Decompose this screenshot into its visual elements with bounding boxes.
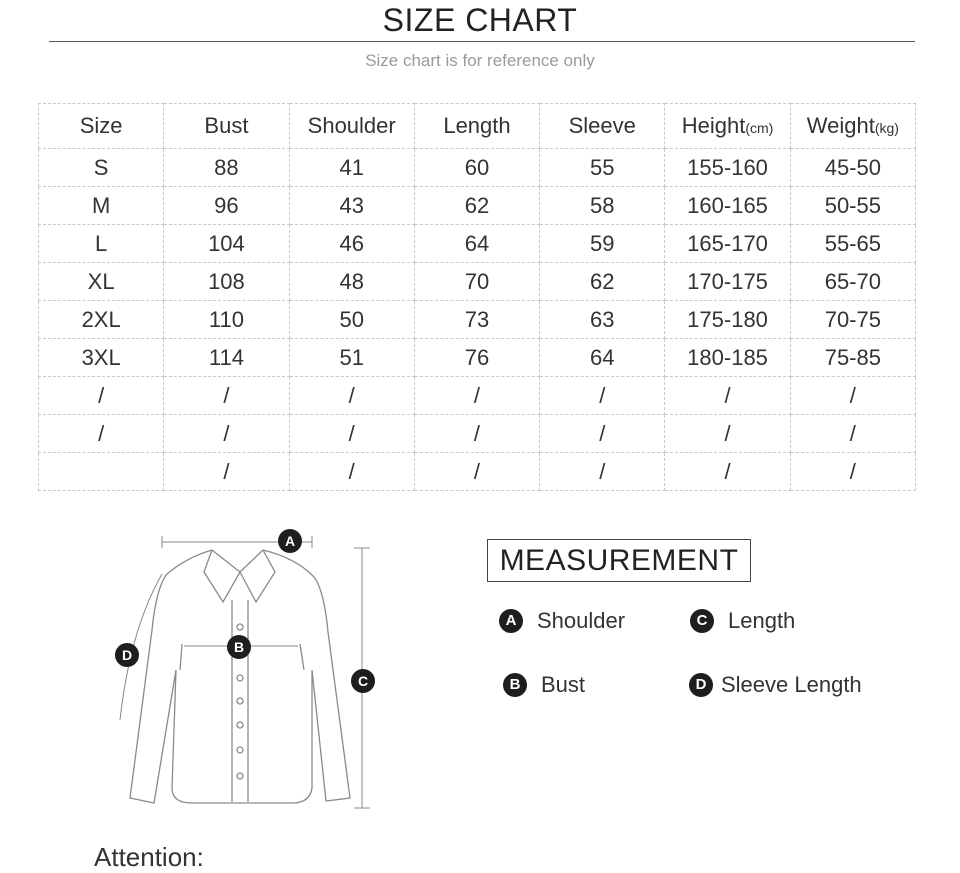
cell-size: 2XL bbox=[39, 301, 164, 339]
cell-shoulder: 46 bbox=[289, 225, 414, 263]
legend-badge-c: C bbox=[690, 609, 714, 633]
legend-sleeve-length-label: Sleeve Length bbox=[721, 672, 862, 697]
col-size bbox=[39, 104, 164, 149]
cell-height: 175-180 bbox=[665, 301, 790, 339]
col-shoulder-label: Shoulder bbox=[307, 113, 396, 138]
legend-length bbox=[690, 608, 795, 634]
table-row bbox=[39, 149, 916, 187]
col-weight-unit: (kg) bbox=[874, 120, 899, 136]
cell-weight: 55-65 bbox=[790, 225, 915, 263]
cell-size: / bbox=[39, 415, 164, 453]
col-size-label: Size bbox=[79, 113, 123, 138]
cell-height: / bbox=[665, 453, 790, 491]
cell-length: / bbox=[414, 377, 539, 415]
page-subtitle: Size chart is for reference only bbox=[365, 51, 595, 70]
col-bust-label: Bust bbox=[204, 113, 249, 138]
legend-badge-b: B bbox=[503, 673, 527, 697]
cell-weight: / bbox=[790, 453, 915, 491]
shirt-outline bbox=[130, 550, 350, 803]
legend-bust bbox=[503, 672, 585, 698]
col-height-label: Height bbox=[681, 113, 746, 138]
table-row bbox=[39, 263, 916, 301]
cell-sleeve: / bbox=[540, 453, 665, 491]
cell-height: 165-170 bbox=[665, 225, 790, 263]
cell-height: 180-185 bbox=[665, 339, 790, 377]
cell-shoulder: / bbox=[289, 453, 414, 491]
cell-length: 76 bbox=[414, 339, 539, 377]
marker-a-label: A bbox=[284, 533, 296, 549]
col-height bbox=[665, 104, 790, 149]
table-header-row bbox=[39, 104, 916, 149]
col-height-unit: (cm) bbox=[745, 120, 774, 136]
cell-shoulder: 43 bbox=[289, 187, 414, 225]
cell-sleeve: / bbox=[540, 377, 665, 415]
cell-bust: 108 bbox=[164, 263, 289, 301]
cell-length: 70 bbox=[414, 263, 539, 301]
cell-weight: / bbox=[790, 415, 915, 453]
cell-weight: / bbox=[790, 377, 915, 415]
cell-size: / bbox=[39, 377, 164, 415]
button-dot bbox=[237, 675, 243, 681]
measurement-title: MEASUREMENT bbox=[487, 539, 751, 582]
table-row bbox=[39, 415, 916, 453]
cell-length: 60 bbox=[414, 149, 539, 187]
table-row bbox=[39, 225, 916, 263]
legend-badge-a: A bbox=[499, 609, 523, 633]
size-table-body bbox=[39, 149, 916, 491]
cell-bust: / bbox=[164, 453, 289, 491]
attention-heading: Attention: bbox=[94, 842, 204, 872]
button-dot bbox=[237, 773, 243, 779]
col-length bbox=[414, 104, 539, 149]
cell-length: 62 bbox=[414, 187, 539, 225]
cell-length: / bbox=[414, 453, 539, 491]
marker-d-label: D bbox=[121, 647, 133, 663]
cell-length: 64 bbox=[414, 225, 539, 263]
cell-height: / bbox=[665, 415, 790, 453]
cell-sleeve: 59 bbox=[540, 225, 665, 263]
marker-c bbox=[351, 669, 375, 693]
cell-bust: 104 bbox=[164, 225, 289, 263]
cell-shoulder: / bbox=[289, 377, 414, 415]
cell-shoulder: / bbox=[289, 415, 414, 453]
marker-a bbox=[278, 529, 302, 553]
cell-height: 160-165 bbox=[665, 187, 790, 225]
table-row bbox=[39, 301, 916, 339]
cell-size bbox=[39, 453, 164, 491]
marker-b bbox=[227, 635, 251, 659]
cell-weight: 70-75 bbox=[790, 301, 915, 339]
cell-length: / bbox=[414, 415, 539, 453]
legend-bust-label: Bust bbox=[541, 672, 586, 697]
col-weight-label: Weight bbox=[806, 113, 875, 138]
col-sleeve bbox=[540, 104, 665, 149]
button-dot bbox=[237, 624, 243, 630]
cell-height: / bbox=[665, 377, 790, 415]
cell-size: S bbox=[39, 149, 164, 187]
marker-d bbox=[115, 643, 139, 667]
cell-sleeve: 63 bbox=[540, 301, 665, 339]
legend-badge-d: D bbox=[689, 673, 713, 697]
cell-shoulder: 48 bbox=[289, 263, 414, 301]
table-row bbox=[39, 453, 916, 491]
title-divider bbox=[49, 41, 915, 42]
page-title: SIZE CHART bbox=[382, 2, 578, 38]
cell-height: 170-175 bbox=[665, 263, 790, 301]
cell-size: M bbox=[39, 187, 164, 225]
cell-sleeve: / bbox=[540, 415, 665, 453]
cell-bust: 96 bbox=[164, 187, 289, 225]
legend-sleeve-length bbox=[689, 672, 862, 698]
size-table-header bbox=[39, 104, 916, 149]
cell-height: 155-160 bbox=[665, 149, 790, 187]
cell-bust: / bbox=[164, 415, 289, 453]
col-length-label: Length bbox=[443, 113, 511, 138]
cell-weight: 75-85 bbox=[790, 339, 915, 377]
button-dot bbox=[237, 747, 243, 753]
col-shoulder bbox=[289, 104, 414, 149]
cell-sleeve: 64 bbox=[540, 339, 665, 377]
col-sleeve-label: Sleeve bbox=[568, 113, 636, 138]
cell-sleeve: 58 bbox=[540, 187, 665, 225]
cell-size: 3XL bbox=[39, 339, 164, 377]
button-dot bbox=[237, 698, 243, 704]
size-table bbox=[38, 103, 916, 491]
legend-length-label: Length bbox=[728, 608, 796, 633]
marker-b-label: B bbox=[233, 639, 245, 655]
cell-shoulder: 41 bbox=[289, 149, 414, 187]
legend-shoulder-label: Shoulder bbox=[537, 608, 626, 633]
cell-weight: 50-55 bbox=[790, 187, 915, 225]
table-row bbox=[39, 377, 916, 415]
cell-size: L bbox=[39, 225, 164, 263]
table-row bbox=[39, 187, 916, 225]
col-weight bbox=[790, 104, 915, 149]
button-dot bbox=[237, 722, 243, 728]
table-row bbox=[39, 339, 916, 377]
measure-lines bbox=[120, 536, 370, 808]
cell-bust: 88 bbox=[164, 149, 289, 187]
cell-size: XL bbox=[39, 263, 164, 301]
cell-sleeve: 62 bbox=[540, 263, 665, 301]
cell-length: 73 bbox=[414, 301, 539, 339]
cell-weight: 65-70 bbox=[790, 263, 915, 301]
cell-shoulder: 51 bbox=[289, 339, 414, 377]
marker-c-label: C bbox=[357, 673, 369, 689]
cell-bust: / bbox=[164, 377, 289, 415]
shirt-diagram bbox=[100, 520, 400, 820]
cell-weight: 45-50 bbox=[790, 149, 915, 187]
col-bust bbox=[164, 104, 289, 149]
cell-sleeve: 55 bbox=[540, 149, 665, 187]
legend-shoulder bbox=[499, 608, 625, 634]
cell-bust: 114 bbox=[164, 339, 289, 377]
cell-bust: 110 bbox=[164, 301, 289, 339]
cell-shoulder: 50 bbox=[289, 301, 414, 339]
